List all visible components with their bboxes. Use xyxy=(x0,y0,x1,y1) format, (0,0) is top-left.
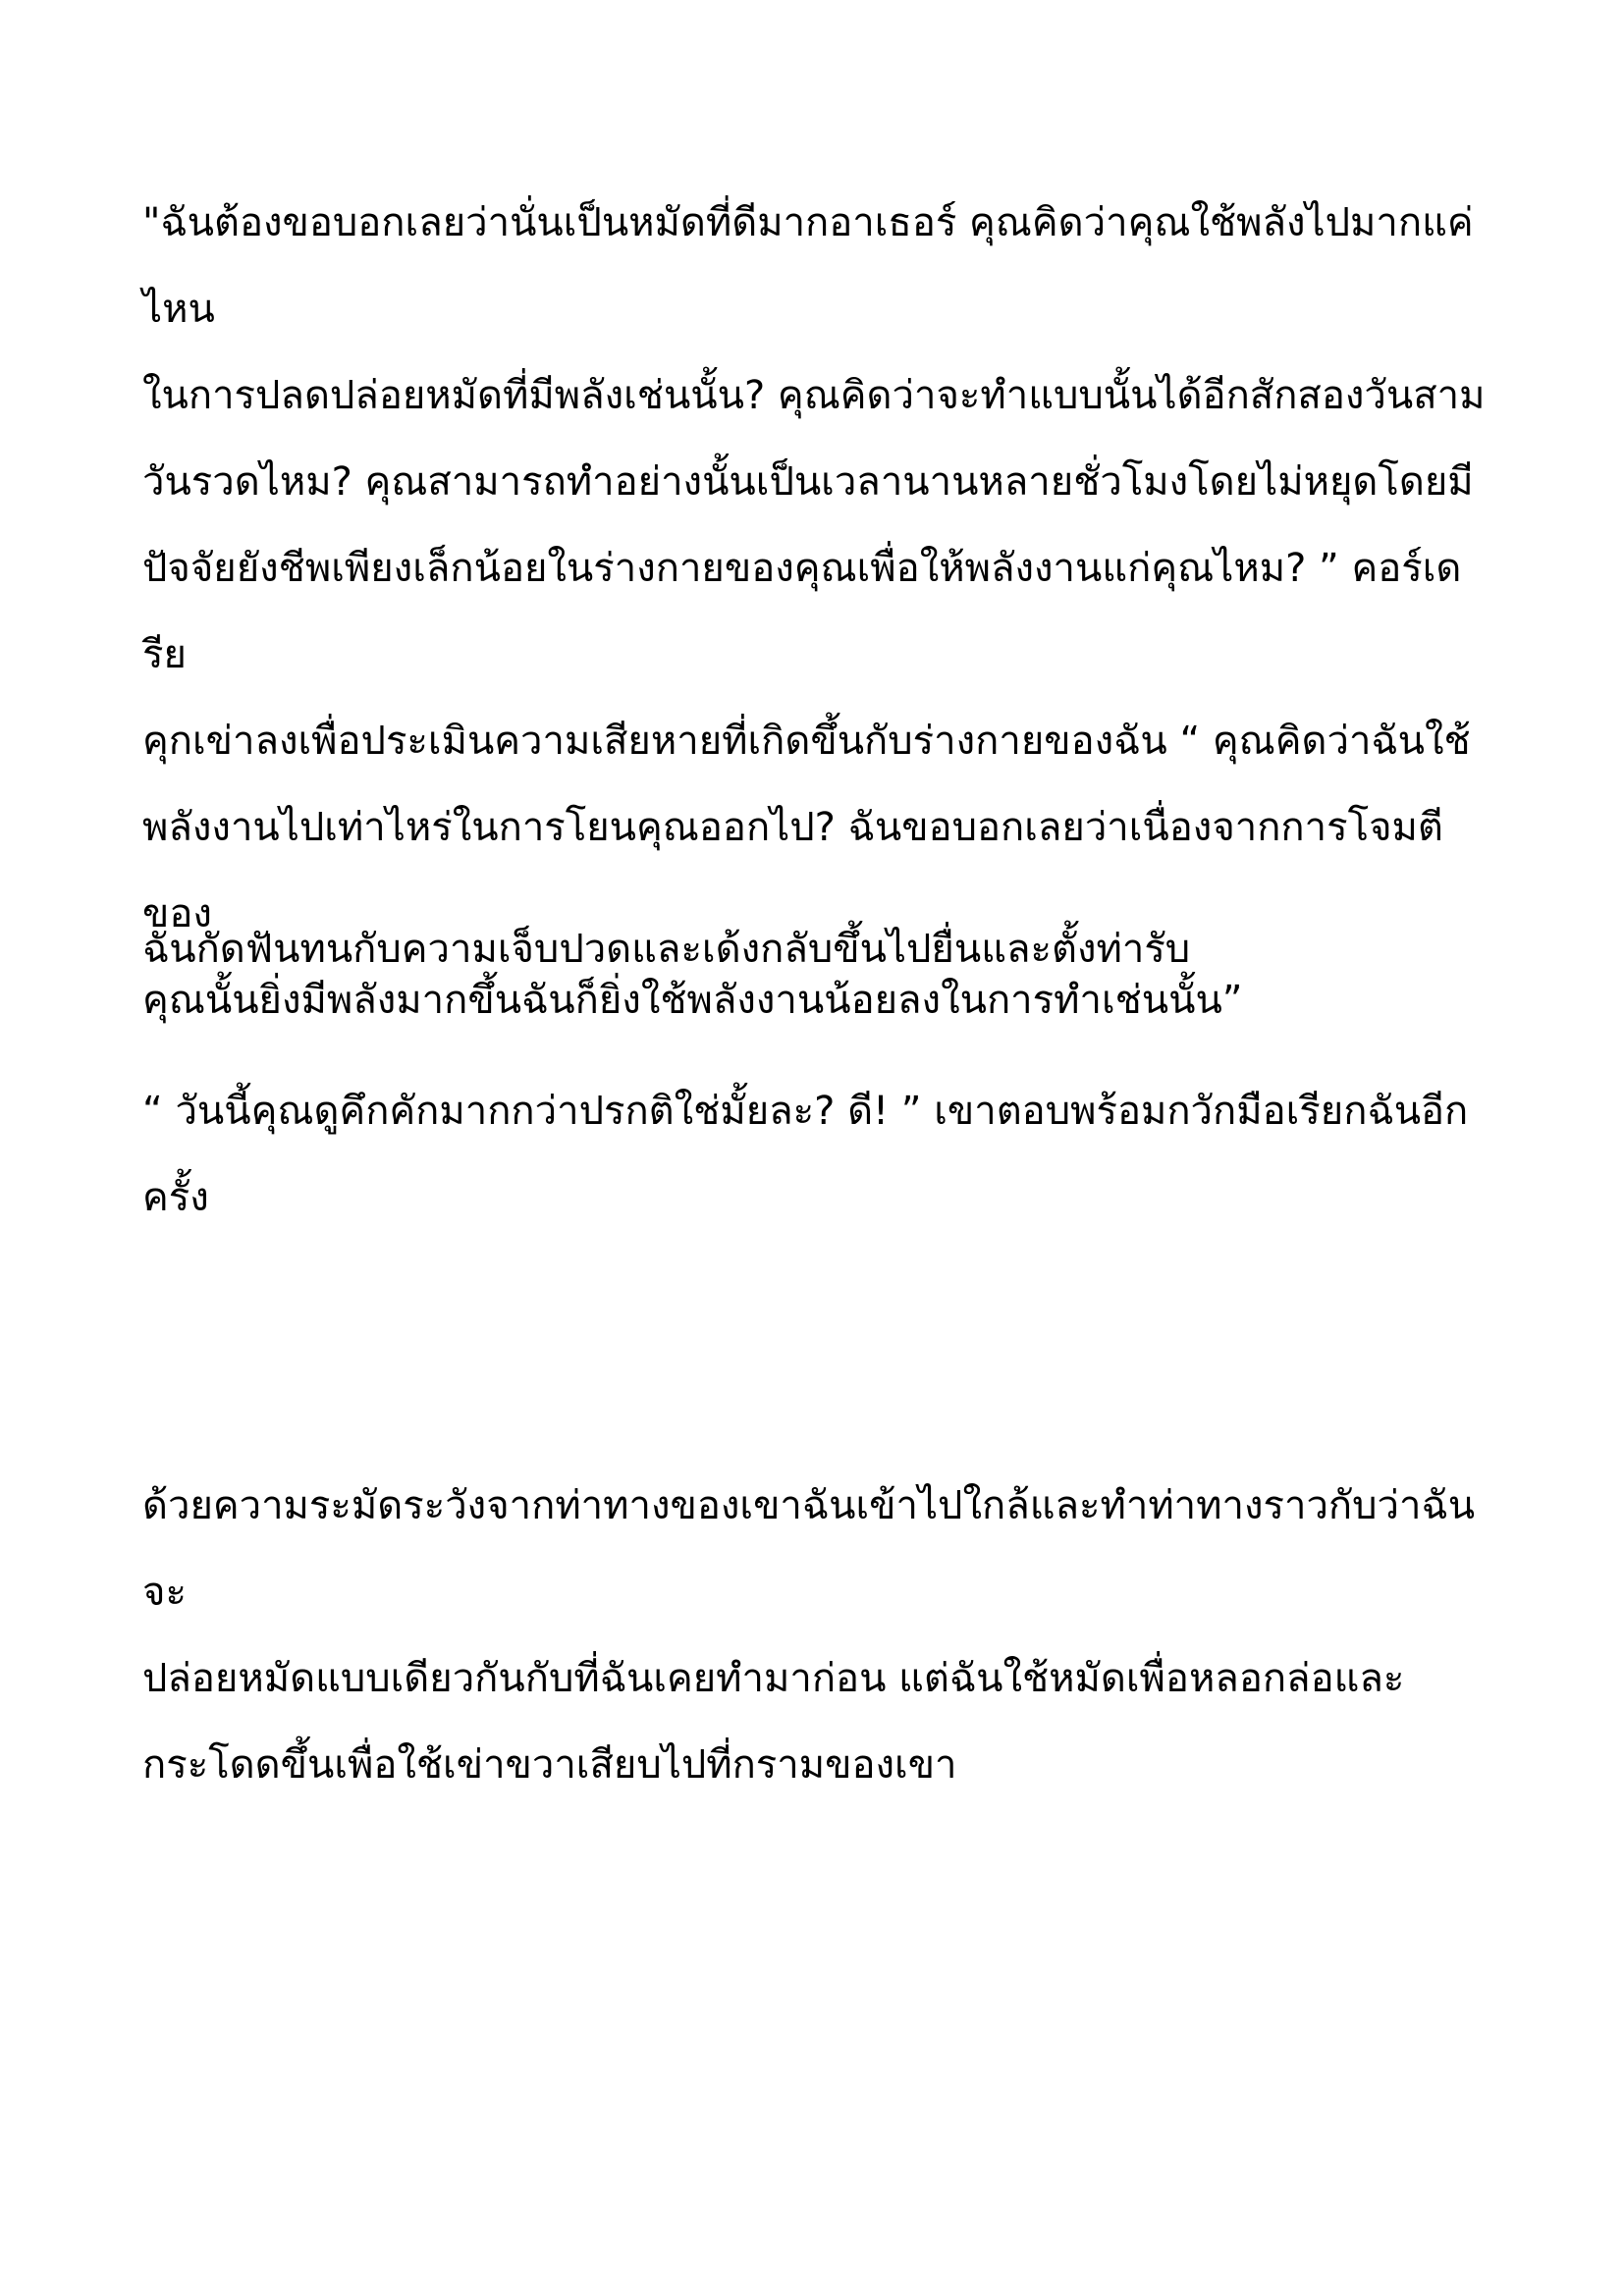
text-line: ปัจจัยยังชีพเพียงเล็กน้อยในร่างกายของคุณเพื่อให้พลังงานแก่คุณไหม? ” คอร์เดรีย xyxy=(142,546,1462,677)
text-line: ในการปลดปล่อยหมัดที่มีพลังเช่นนั้น? คุณคิดว่าจะทำแบบนั้นได้อีกสักสองวันสาม xyxy=(142,373,1486,418)
text-line: วันรวดไหม? คุณสามารถทำอย่างนั้นเป็นเวลานานหลายชั่วโมงโดยไม่หยุดโดยมี xyxy=(142,459,1474,505)
text-line: คุณนั้นยิ่งมีพลังมากขึ้นฉันก็ยิ่งใช้พลังงานน้อยลงในการทำเช่นนั้น” xyxy=(142,978,1243,1023)
text-line: พลังงานไปเท่าไหร่ในการโยนคุณออกไป? ฉันขอบอกเลยว่าเนื่องจากการโจมตีของ xyxy=(142,805,1443,936)
text-line: กระโดดขึ้นเพื่อใช้เข่าขวาเสียบไปที่กรามของเขา xyxy=(142,1742,957,1788)
paragraph-dialogue-response xyxy=(142,1068,1489,1241)
text-line: "ฉันต้องขอบอกเลยว่านั่นเป็นหมัดที่ดีมากอาเธอร์ คุณคิดว่าคุณใช้พลังไปมากแค่ไหน xyxy=(142,200,1474,332)
text-line: ด้วยความระมัดระวังจากท่าทางของเขาฉันเข้าไปใกล้และทำท่าทางราวกับว่าฉันจะ xyxy=(142,1483,1476,1615)
text-line: ปล่อยหมัดแบบเดียวกันกับที่ฉันเคยทำมาก่อน แต่ฉันใช้หมัดเพื่อหลอกล่อและ xyxy=(142,1656,1405,1701)
paragraph-narration-recover xyxy=(142,906,1489,992)
text-line: “ วันนี้คุณดูคึกคักมากกว่าปรกติใช่มั้ยละ? ดี! ” เขาตอบพร้อมกวักมือเรียกฉันอีก xyxy=(142,1089,1469,1134)
text-line: ครั้ง xyxy=(142,1175,209,1220)
paragraph-narration-attack xyxy=(142,1463,1489,1808)
text-line: ฉันกัดฟันทนกับความเจ็บปวดและเด้งกลับขึ้นไปยื่นและตั้งท่ารับ xyxy=(142,927,1191,972)
text-line: คุกเข่าลงเพื่อประเมินความเสียหายที่เกิดขึ้นกับร่างกายของฉัน “ คุณคิดว่าฉันใช้ xyxy=(142,719,1471,764)
